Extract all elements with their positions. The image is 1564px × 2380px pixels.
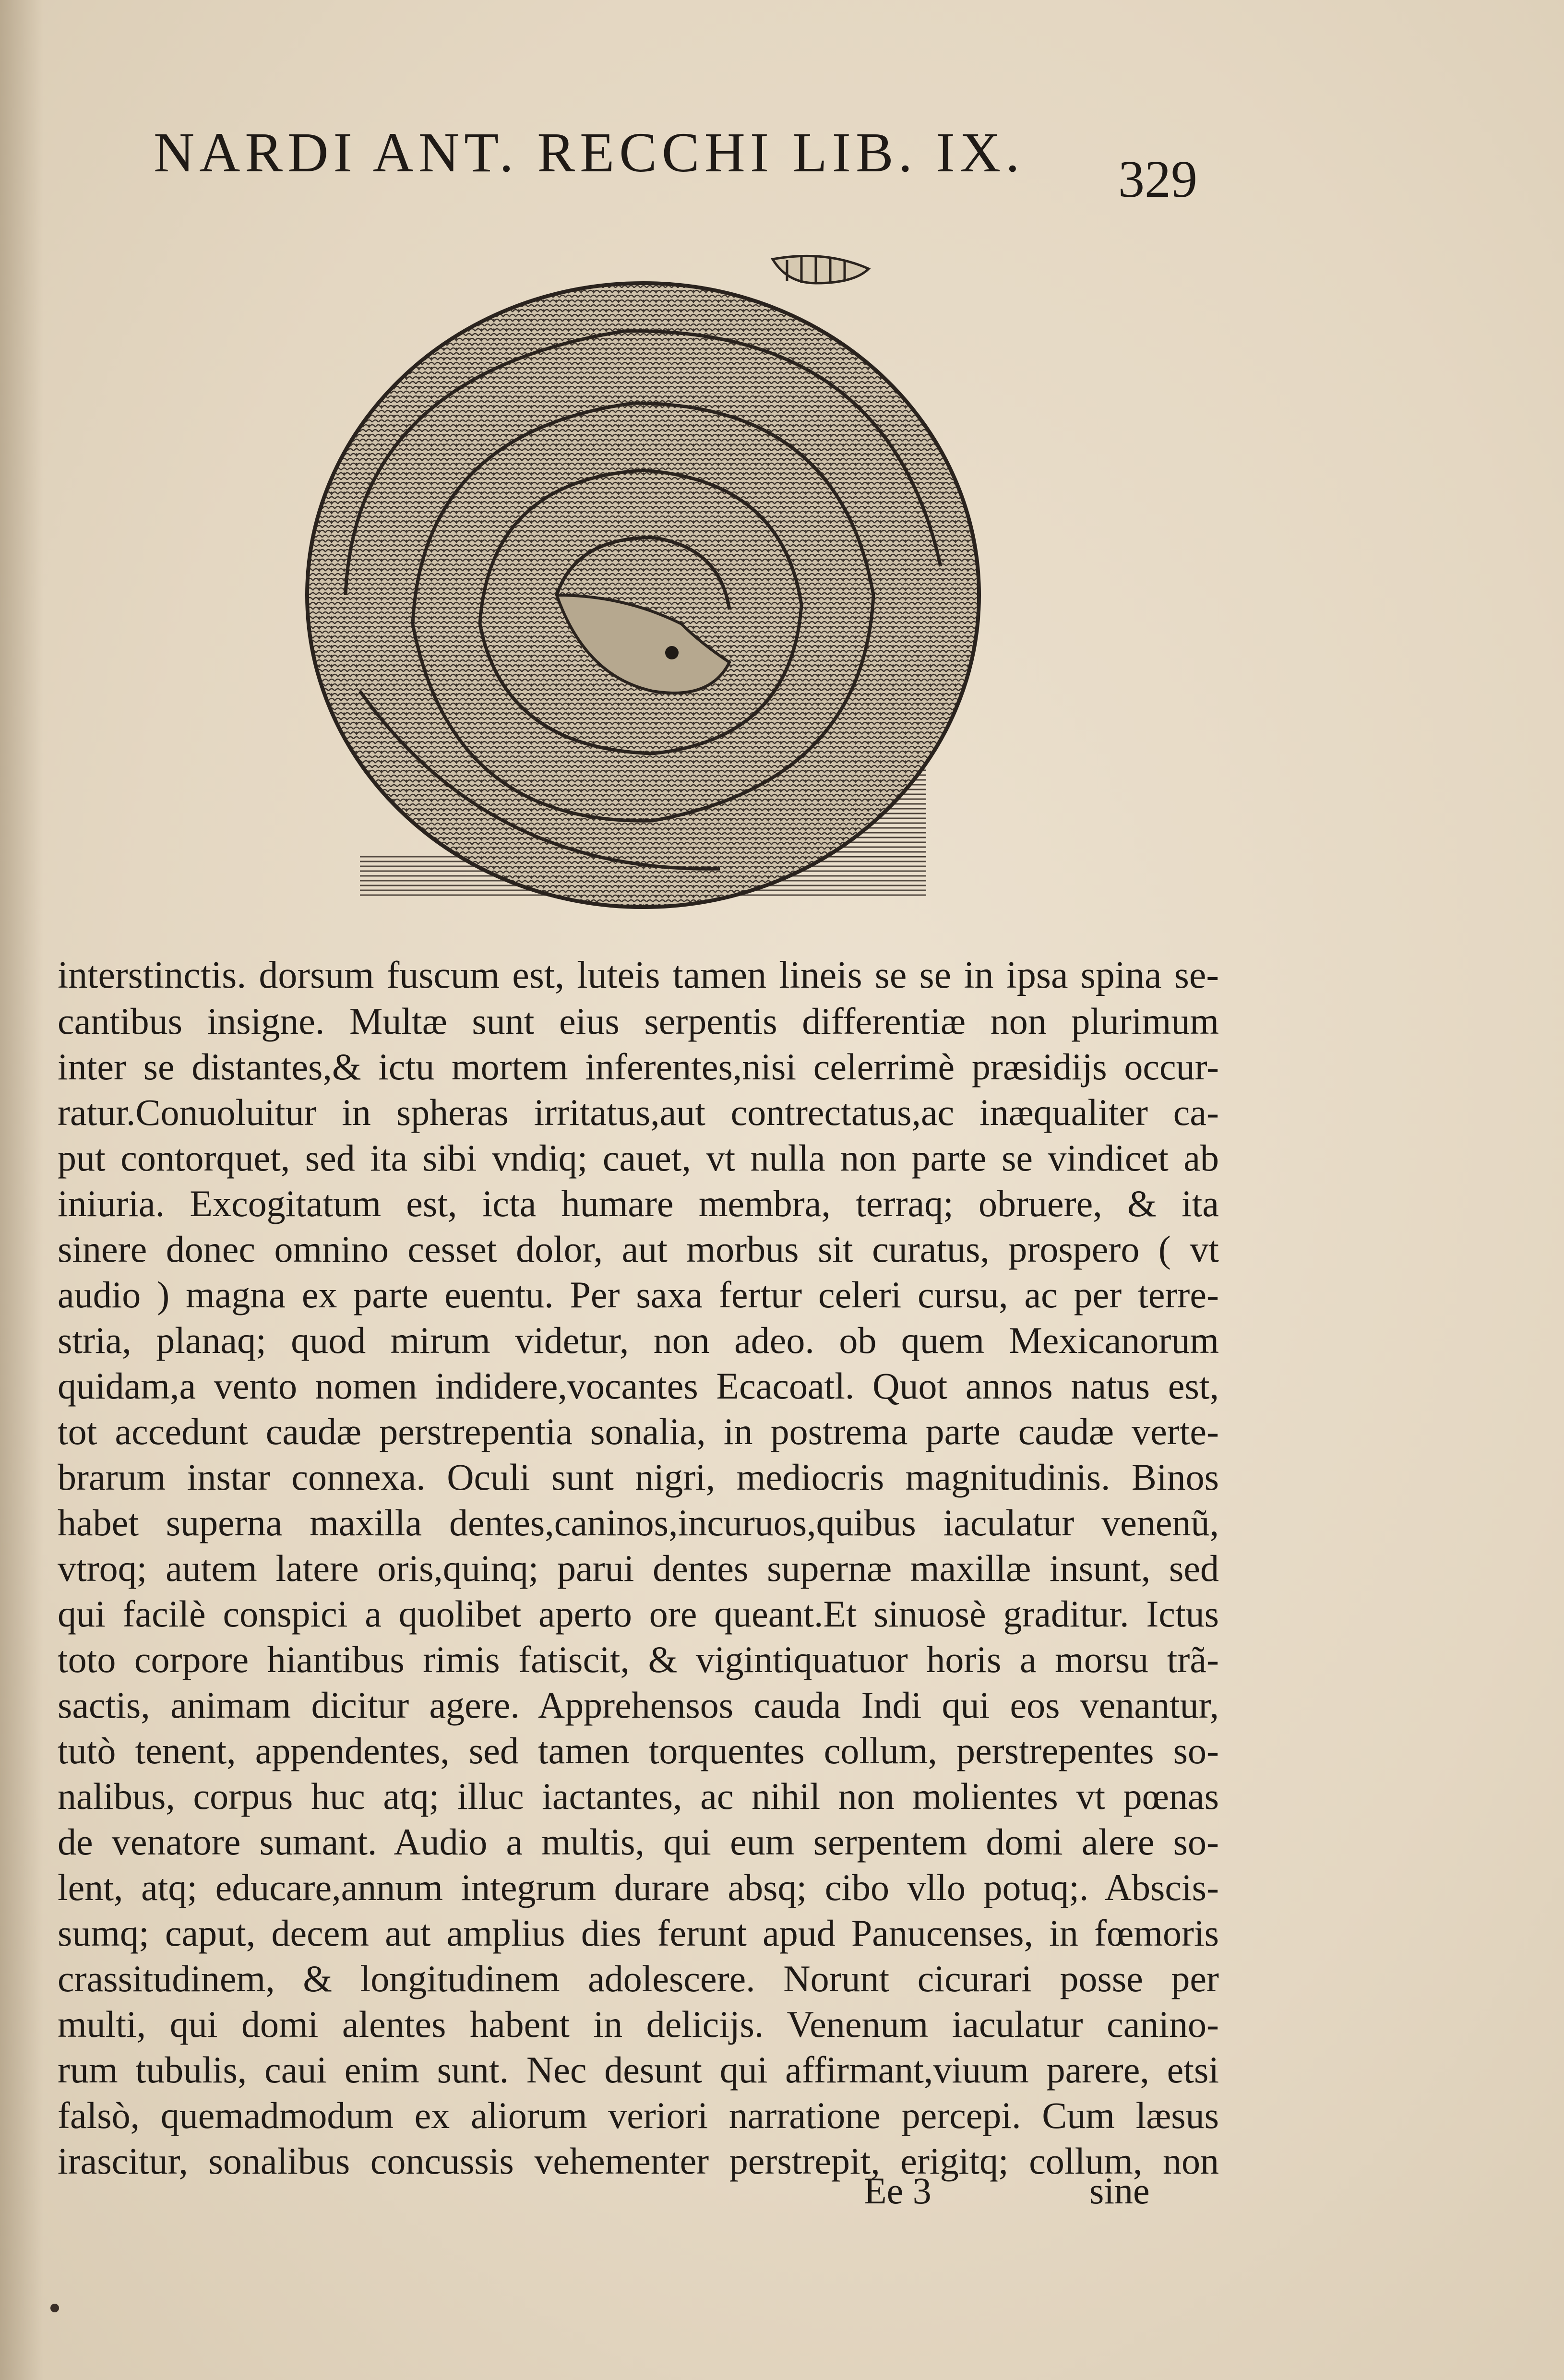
text-line: brarum instar connexa. Oculi sunt nigri, mediocris magnitudinis. Binos xyxy=(58,1456,1219,1498)
text-line: interstinctis. dorsum fuscum est, luteis tamen lineis se se in ipsa spina se- xyxy=(58,954,1219,996)
text-line: ratur.Conuoluitur in spheras irritatus,aut contrectatus,ac inæqualiter ca- xyxy=(58,1091,1219,1133)
text-line: toto corpore hiantibus rimis fatiscit, & vigintiquatuor horis a morsu trã- xyxy=(58,1638,1219,1680)
text-line: sinere donec omnino cesset dolor, aut morbus sit curatus, prospero ( vt xyxy=(58,1228,1219,1270)
page-header xyxy=(154,120,1209,197)
text-line: audio ) magna ex parte euentu. Per saxa fertur celeri cursu, ac per terre- xyxy=(58,1274,1219,1316)
snake-coil xyxy=(307,283,979,907)
text-line: multi, qui domi alentes habent in delicijs. Venenum iaculatur canino- xyxy=(58,2003,1219,2045)
text-line: qui facilè conspici a quolibet aperto ore queant.Et sinuosè graditur. Ictus xyxy=(58,1593,1219,1635)
page-footer xyxy=(58,2169,1219,2222)
text-line: tutò tenent, appendentes, sed tamen torquentes collum, perstrepentes so- xyxy=(58,1730,1219,1771)
text-line: sumq; caput, decem aut amplius dies ferunt apud Panucenses, in fœmoris xyxy=(58,1912,1219,1954)
text-line: habet superna maxilla dentes,caninos,incuruos,quibus iaculatur venenũ, xyxy=(58,1502,1219,1543)
text-line: crassitudinem, & longitudinem adolescere. Norunt cicurari posse per xyxy=(58,1958,1219,1999)
text-line: sactis, animam dicitur agere. Apprehensos cauda Indi qui eos venantur, xyxy=(58,1684,1219,1726)
snake-woodcut-illustration xyxy=(288,230,1008,921)
text-line: tot accedunt caudæ perstrepentia sonalia, in postrema parte caudæ verte- xyxy=(58,1411,1219,1452)
ink-speck xyxy=(50,2304,59,2312)
text-line: rum tubulis, caui enim sunt. Nec desunt qui affirmant,viuum parere, etsi xyxy=(58,2049,1219,2091)
main-text-block xyxy=(58,953,1219,2184)
text-line: de venatore sumant. Audio a multis, qui eum serpentem domi alere so- xyxy=(58,1821,1219,1863)
text-line: vtroq; autem latere oris,quinq; parui dentes supernæ maxillæ insunt, sed xyxy=(58,1547,1219,1589)
text-line: irascitur, sonalibus concussis vehementer perstrepit, erigitq; collum, non xyxy=(58,2140,1219,2182)
gutter-shadow xyxy=(0,0,43,2380)
text-line: cantibus insigne. Multæ sunt eius serpentis differentiæ non plurimum xyxy=(58,1000,1219,1042)
page-number: 329 xyxy=(1118,150,1197,208)
text-line: falsò, quemadmodum ex aliorum veriori narratione percepi. Cum læsus xyxy=(58,2094,1219,2136)
text-line: stria, planaq; quod mirum videtur, non adeo. ob quem Mexicanorum xyxy=(58,1319,1219,1361)
signature-mark: Ee 3 xyxy=(864,2170,931,2212)
rattle-tail xyxy=(773,256,869,283)
text-line: lent, atq; educare,annum integrum durare absq; cibo vllo potuq;. Abscis- xyxy=(58,1866,1219,1908)
catchword: sine xyxy=(1089,2170,1150,2212)
text-line: quidam,a vento nomen indidere,vocantes Ecacoatl. Quot annos natus est, xyxy=(58,1365,1219,1407)
text-line: put contorquet, sed ita sibi vndiq; cauet, vt nulla non parte se vindicet ab xyxy=(58,1137,1219,1179)
text-line: inter se distantes,& ictu mortem inferentes,nisi celerrimè præsidijs occur- xyxy=(58,1046,1219,1088)
text-line: nalibus, corpus huc atq; illuc iactantes, ac nihil non molientes vt pœnas xyxy=(58,1775,1219,1817)
text-line: iniuria. Excogitatum est, icta humare membra, terraq; obruere, & ita xyxy=(58,1183,1219,1224)
running-head: NARDI ANT. RECCHI LIB. IX. xyxy=(154,121,1025,184)
